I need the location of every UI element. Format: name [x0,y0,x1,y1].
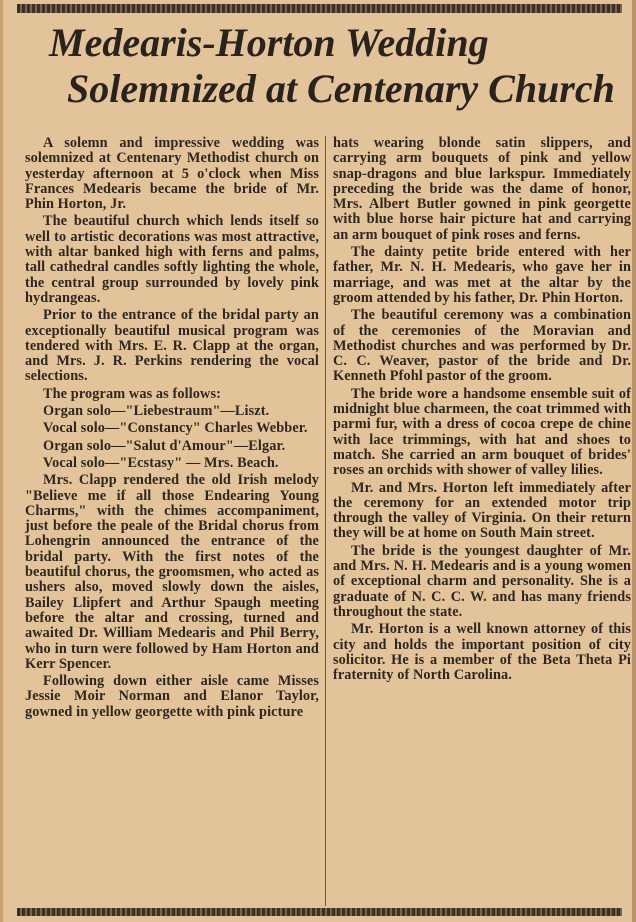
paragraph: Prior to the entrance of the bridal party an exceptionally beautiful musical program was tendered with Mrs. E. R. Clapp at the organ, and Mrs. J. R. Perkins rendering the vocal selections. [25,307,319,385]
right-column [333,136,631,685]
headline-line-1: Medearis-Horton Wedding [49,20,489,65]
paragraph: A solemn and impressive wedding was solemnized at Centenary Methodist church on yesterday afternoon at 5 o'clock when Miss Frances Medearis became the bride of Mr. Phin Horton, Jr. [25,135,319,213]
headline-line-2: Solemnized at Centenary Church [67,66,615,111]
bottom-rule [17,908,622,916]
paragraph: Mr. Horton is a well known attorney of this city and holds the important position of city solicitor. He is a member of the Beta Theta Pi fraternity of North Carolina. [333,621,631,684]
paragraph: The bride is the youngest daughter of Mr. and Mrs. N. H. Medearis and is a young women of exceptional charm and personality. She is a graduate of N. C. C. W. and has many friends throughout the state. [333,542,631,620]
program-item: Organ solo—"Liebestraum"—Liszt. [43,403,270,420]
paragraph: Mr. and Mrs. Horton left immediately after the ceremony for an extended motor trip through the valley of Virginia. On their return they will be at home on South Main street. [333,479,631,542]
paragraph: Mrs. Clapp rendered the old Irish melody "Believe me if all those Endearing Young Charms," with the chimes accompaniment, just before the peale of the Bridal chorus from Lohengrin announced the entrance of the bridal party. With the first notes of the beautiful chorus, the groomsmen, who acted as ushers also, moved slowly down the aisles, Bailey Llipfert and Arthur Spaugh meeting before the altar and crossing, turned and awaited Dr. William Medearis and Phil Berry, who in turn were followed by Ham Horton and Kerr Spencer. [25,472,319,672]
paragraph: Following down either aisle came Misses Jessie Moir Norman and Elanor Taylor, gowned in yellow georgette with pink picture [25,673,319,720]
headline [23,20,622,128]
program-item: Vocal solo—"Constancy" Charles Webber. [43,420,308,437]
paragraph: The beautiful ceremony was a combination of the ceremonies of the Moravian and Methodist churches and was performed by Dr. C. C. Weaver, pastor of the bride and Dr. Kenneth Pfohl pastor of the groom. [333,307,631,385]
paragraph: The beautiful church which lends itself so well to artistic decorations was most attractive, with altar banked high with ferns and palms, tall cathedral candles softly lighting the whole, the central group surrounded by lovely pink hydrangeas. [25,213,319,306]
left-column [25,136,319,722]
column-divider [325,136,326,906]
paragraph: The bride wore a handsome ensemble suit of midnight blue charmeen, the coat trimmed with parmi fur, with a dress of cocoa crepe de chine with lace trimmings, with hat and shoes to match. She carried an arm bouquet of brides' roses an orchids with shower of valley lilies. [333,385,631,479]
program-item: Organ solo—"Salut d'Amour"—Elgar. [43,437,286,454]
paragraph: The dainty petite bride entered with her father, Mr. N. H. Medearis, who gave her in marriage, and was met at the altar by the groom attended by his father, Dr. Phin Horton. [333,244,631,306]
top-rule [17,4,622,13]
paragraph: hats wearing blonde satin slippers, and carrying arm bouquets of pink and yellow snap-dragons and blue larkspur. Immediately preceding the bride was the dame of honor, Mrs. Albert Butler gowned in pink georgette with blue horse hair picture hat and carrying an arm bouquet of pink roses and ferns. [333,135,631,243]
program-item: Vocal solo—"Ecstasy" — Mrs. Beach. [43,454,279,471]
paragraph: The program was as follows: [43,385,221,402]
